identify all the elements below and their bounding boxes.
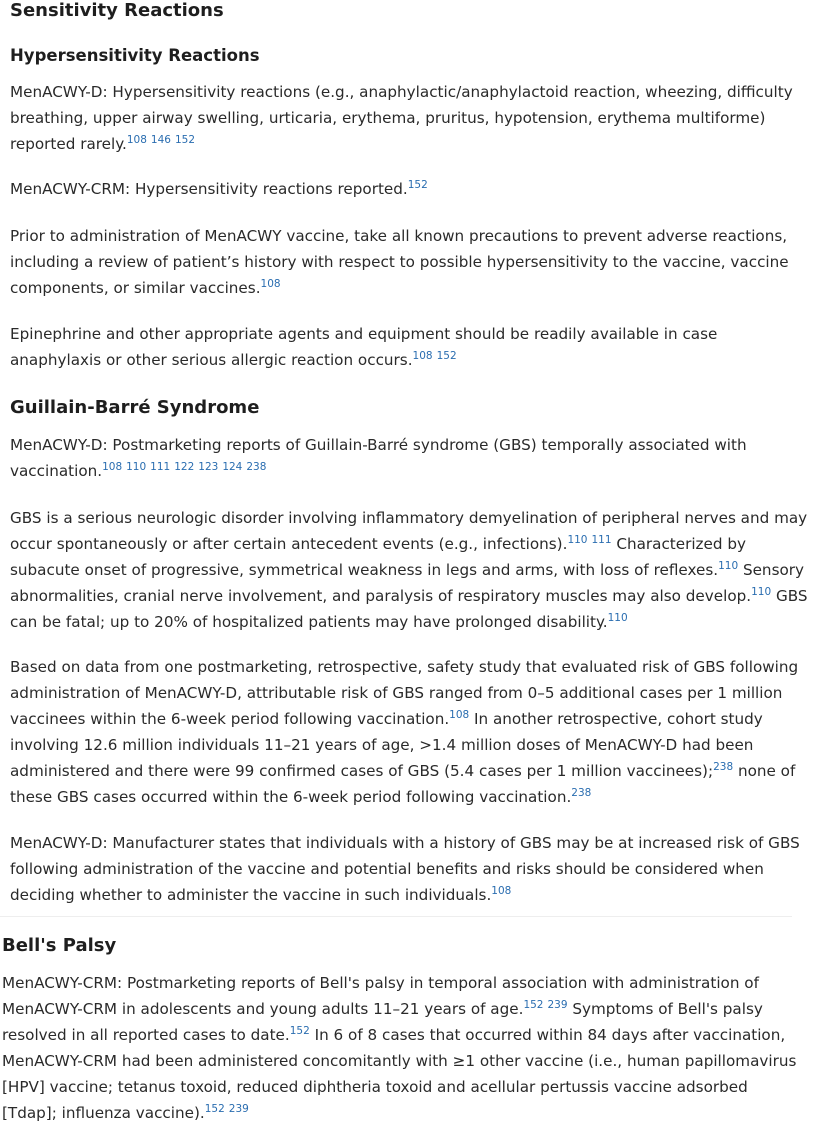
- hypersensitivity-para-1: [10, 79, 810, 157]
- subsection-heading-hypersensitivity: Hypersensitivity Reactions: [10, 46, 260, 65]
- hypersensitivity-para-3: [10, 223, 810, 301]
- section-heading-gbs: Guillain-Barré Syndrome: [10, 397, 260, 418]
- citation-link-238[interactable]: 238: [571, 787, 592, 799]
- citation-link-152[interactable]: 152: [436, 350, 457, 362]
- citation-link-152[interactable]: 152: [174, 134, 196, 146]
- hypersensitivity-para-4: [10, 321, 810, 373]
- hypersensitivity-heading-block: [10, 45, 810, 67]
- para-text: MenACWY-D: Postmarketing reports of Guillain-Barré syndrome (GBS) temporally associated with vaccination.: [10, 436, 747, 480]
- citation-link-152[interactable]: 152: [407, 179, 428, 191]
- citation-link-111[interactable]: 111: [591, 534, 612, 546]
- citation-group: [127, 134, 195, 146]
- citation-group: [713, 761, 733, 773]
- gbs-para-3: [10, 654, 810, 810]
- para-text: MenACWY-CRM: Hypersensitivity reactions reported.: [10, 180, 408, 198]
- para-text: In 6 of 8 cases that occurred within 84 days after vaccination, MenACWY-CRM had been administered concomitantly with ≥1 other vaccine (i.e., human papillomavirus [HPV] vaccine; tetanus toxoid, reduced diphtheria toxoid and acellular pertussis vaccine adsorbed [Tdap]; influenza vaccine).: [2, 1026, 797, 1122]
- citation-link-146[interactable]: 146: [150, 134, 171, 146]
- citation-link-108[interactable]: 108: [260, 278, 281, 290]
- para-text: MenACWY-D: Manufacturer states that individuals with a history of GBS may be at increased risk of GBS following administration of the vaccine and potential benefits and risks should be considered when deciding whether to administer the vaccine in such individuals.: [10, 834, 800, 904]
- citation-link-110[interactable]: 110: [607, 612, 628, 624]
- citation-group: [523, 999, 567, 1011]
- citation-link-239[interactable]: 239: [228, 1103, 249, 1115]
- citation-link-238[interactable]: 238: [246, 461, 267, 473]
- citation-group: [567, 534, 611, 546]
- citation-link-152[interactable]: 152: [289, 1025, 310, 1037]
- citation-group: [205, 1103, 249, 1115]
- citation-link-239[interactable]: 239: [547, 999, 568, 1011]
- citation-group: [290, 1025, 310, 1037]
- citation-link-108[interactable]: 108: [449, 709, 470, 721]
- citation-link-110[interactable]: 110: [718, 560, 739, 572]
- para-text: MenACWY-D: Hypersensitivity reactions (e.g., anaphylactic/anaphylactoid reaction, wheezing, difficulty breathing, upper airway swelling, urticaria, erythema, pruritus, hypotension, erythema multiforme) reported rarely.: [10, 83, 793, 153]
- citation-group: [571, 787, 591, 799]
- citation-link-108[interactable]: 108: [126, 134, 147, 146]
- citation-group: [718, 560, 738, 572]
- gbs-para-4: [10, 830, 810, 908]
- citation-group: [413, 350, 457, 362]
- citation-link-108[interactable]: 108: [102, 461, 123, 473]
- para-text: GBS can be fatal; up to 20% of hospitalized patients may have prolonged disability.: [10, 587, 808, 631]
- bells-para-1: [2, 970, 802, 1126]
- citation-link-124[interactable]: 124: [222, 461, 243, 473]
- citation-group: [491, 885, 511, 897]
- citation-group: [102, 461, 266, 473]
- citation-group: [408, 179, 428, 191]
- citation-link-122[interactable]: 122: [174, 461, 195, 473]
- gbs-para-2: [10, 505, 810, 635]
- citation-group: [449, 709, 469, 721]
- para-text: Epinephrine and other appropriate agents and equipment should be readily available in case anaphylaxis or other serious allergic reaction occurs.: [10, 325, 718, 369]
- para-text: Sensory abnormalities, cranial nerve involvement, and paralysis of respiratory muscles may also develop.: [10, 561, 804, 605]
- para-text: Symptoms of Bell's palsy resolved in all reported cases to date.: [2, 1000, 763, 1044]
- citation-group: [261, 278, 281, 290]
- citation-link-238[interactable]: 238: [713, 761, 734, 773]
- para-text: none of these GBS cases occurred within the 6-week period following vaccination.: [10, 762, 796, 806]
- citation-link-108[interactable]: 108: [491, 885, 512, 897]
- para-text: Characterized by subacute onset of progressive, symmetrical weakness in legs and arms, with loss of reflexes.: [10, 535, 746, 579]
- citation-group: [608, 612, 628, 624]
- citation-group: [751, 586, 771, 598]
- citation-link-110[interactable]: 110: [751, 586, 772, 598]
- citation-link-108[interactable]: 108: [412, 350, 433, 362]
- para-text: In another retrospective, cohort study involving 12.6 million individuals 11–21 years of age, >1.4 million doses of MenACWY-D had been administered and there were 99 confirmed cases of GBS (5.4 cases per 1 million vaccinees);: [10, 710, 763, 780]
- sensitivity-section: [10, 0, 810, 22]
- gbs-para-1: [10, 432, 810, 484]
- section-divider: [0, 916, 792, 917]
- citation-link-110[interactable]: 110: [126, 461, 147, 473]
- bells-heading-block: [2, 935, 802, 957]
- citation-link-123[interactable]: 123: [198, 461, 219, 473]
- para-text: GBS is a serious neurologic disorder involving inflammatory demyelination of peripheral nerves and may occur spontaneously or after certain antecedent events (e.g., infections).: [10, 509, 808, 553]
- citation-link-152[interactable]: 152: [523, 999, 544, 1011]
- citation-link-111[interactable]: 111: [150, 461, 171, 473]
- section-heading-bells-palsy: Bell's Palsy: [2, 935, 117, 956]
- citation-link-110[interactable]: 110: [567, 534, 588, 546]
- para-text: Based on data from one postmarketing, retrospective, safety study that evaluated risk of GBS following administration of MenACWY-D, attributable risk of GBS ranged from 0–5 additional cases per 1 million vaccinees within the 6-week period following vaccination.: [10, 658, 799, 728]
- citation-link-152[interactable]: 152: [204, 1103, 225, 1115]
- section-heading-sensitivity: Sensitivity Reactions: [10, 0, 224, 21]
- para-text: Prior to administration of MenACWY vaccine, take all known precautions to prevent adverse reactions, including a review of patient’s history with respect to possible hypersensitivity to the vaccine, vaccine components, or similar vaccines.: [10, 227, 789, 297]
- gbs-heading-block: [10, 397, 810, 419]
- hypersensitivity-para-2: [10, 176, 810, 202]
- para-text: MenACWY-CRM: Postmarketing reports of Bell's palsy in temporal association with administration of MenACWY-CRM in adolescents and young adults 11–21 years of age.: [2, 974, 759, 1018]
